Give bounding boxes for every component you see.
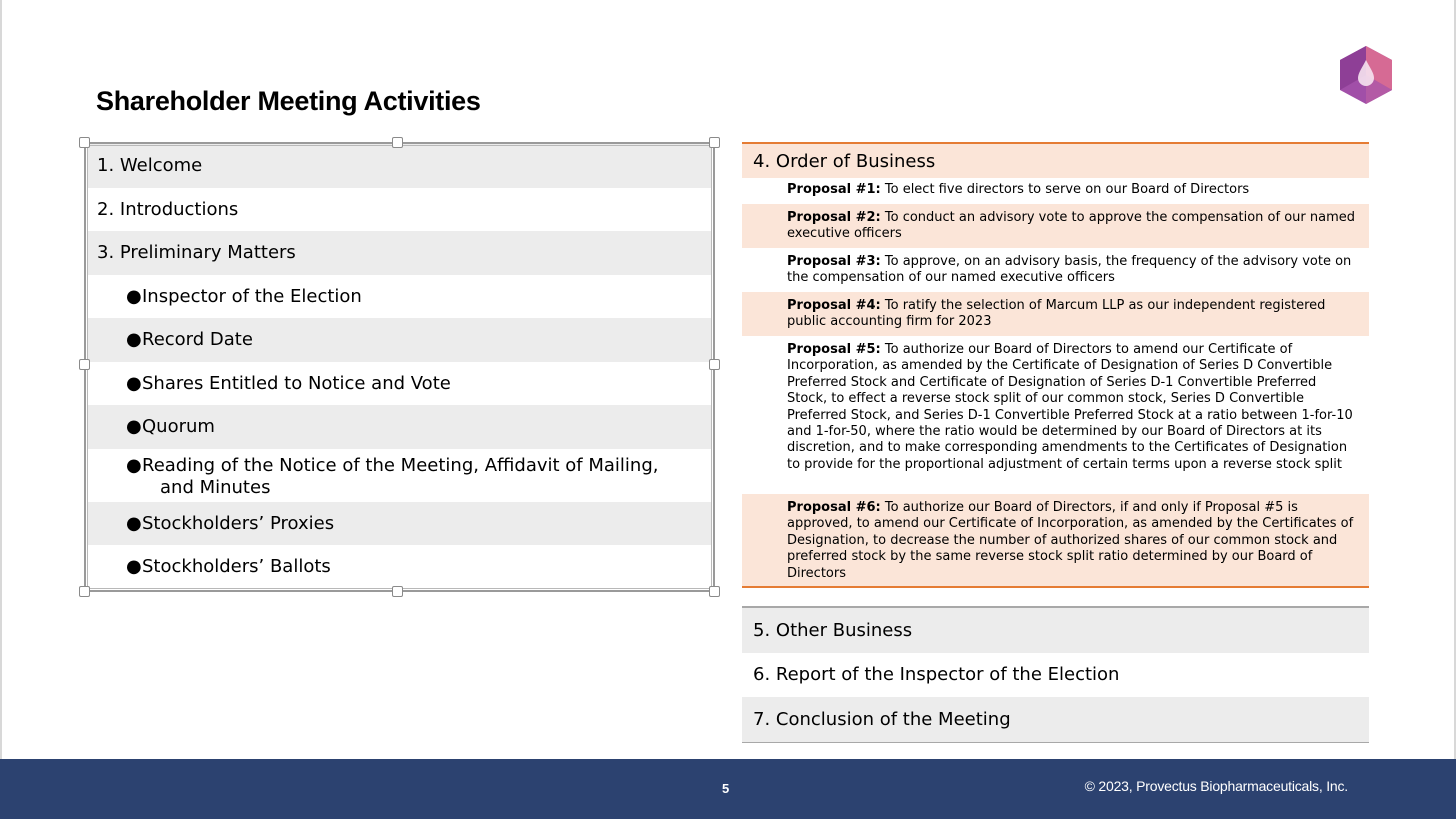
resize-handle-bottom-right[interactable] <box>709 586 720 597</box>
agenda-item-label: 3. Preliminary Matters <box>97 242 296 264</box>
sub-item-ballots <box>88 545 712 589</box>
agenda-item-conclusion: 7. Conclusion of the Meeting <box>742 697 1369 742</box>
sub-item-label: Stockholders’ Proxies <box>142 512 335 534</box>
slide-left-edge <box>0 0 2 819</box>
agenda-item-report-inspector: 6. Report of the Inspector of the Election <box>753 664 1120 686</box>
hexagon-droplet-icon <box>1338 44 1394 106</box>
proposal-6 <box>742 494 1369 586</box>
sub-item-quorum <box>88 405 712 449</box>
resize-handle-top[interactable] <box>392 137 403 148</box>
resize-handle-top-left[interactable] <box>79 137 90 148</box>
sub-item-label: Inspector of the Election <box>142 285 362 307</box>
resize-handle-bottom-left[interactable] <box>79 586 90 597</box>
agenda-item-other-business: 5. Other Business <box>742 608 1369 653</box>
proposal-text: To ratify the selection of Marcum LLP as our independent registered public accounting firm for 2023 <box>787 298 1326 330</box>
footer-bar <box>0 759 1456 819</box>
order-of-business-heading: 4. Order of Business <box>742 144 1369 178</box>
resize-handle-bottom[interactable] <box>392 586 403 597</box>
sub-item-label-line-1: Reading of the Notice of the Meeting, Affidavit of Mailing, <box>142 454 659 476</box>
proposal-title: Proposal #6: <box>787 500 881 515</box>
bullet-icon: ● <box>126 285 142 307</box>
proposal-text: To conduct an advisory vote to approve the compensation of our named executive officers <box>787 210 1355 242</box>
proposal-text: To approve, on an advisory basis, the frequency of the advisory vote on the compensation of our named executive officers <box>787 254 1352 286</box>
agenda-item-welcome <box>88 144 712 188</box>
proposal-title: Proposal #2: <box>787 210 881 225</box>
proposal-title: Proposal #5: <box>787 342 881 357</box>
bullet-icon: ● <box>126 329 142 351</box>
proposal-2 <box>742 204 1369 248</box>
proposal-3 <box>742 248 1369 292</box>
proposal-1 <box>742 178 1369 204</box>
proposal-title: Proposal #4: <box>787 298 881 313</box>
page-number: 5 <box>722 781 730 796</box>
bullet-icon: ● <box>126 556 142 578</box>
proposal-title: Proposal #3: <box>787 254 881 269</box>
bullet-icon: ● <box>126 416 142 438</box>
sub-item-label: Shares Entitled to Notice and Vote <box>142 372 451 394</box>
proposal-4 <box>742 292 1369 336</box>
resize-handle-right[interactable] <box>709 359 720 370</box>
proposal-title: Proposal #1: <box>787 182 881 197</box>
bullet-icon: ● <box>126 454 142 476</box>
sub-item-label <box>142 455 659 499</box>
resize-handle-top-right[interactable] <box>709 137 720 148</box>
sub-item-label: Stockholders’ Ballots <box>142 556 331 578</box>
proposal-5 <box>742 336 1369 494</box>
sub-item-reading-notice <box>88 449 712 502</box>
agenda-item-preliminary-matters <box>88 231 712 275</box>
sub-item-label: Record Date <box>142 329 253 351</box>
agenda-item-introductions <box>88 188 712 232</box>
agenda-left-table[interactable] <box>88 144 712 589</box>
sub-item-label: Quorum <box>142 416 215 438</box>
closing-agenda-table[interactable] <box>742 606 1369 743</box>
agenda-item-label: 1. Welcome <box>97 155 203 177</box>
copyright-notice: © 2023, Provectus Biopharmaceuticals, Inc. <box>1084 778 1348 794</box>
agenda-item-label: 2. Introductions <box>97 198 239 220</box>
proposal-text: To authorize our Board of Directors, if and only if Proposal #5 is approved, to amend our Certificate of Incorporation, as amended by the Certificates of Designation, to decrease the number of authorized shares of our common stock and preferred stock by the same reverse stock split ratio determined by our Board of Directors <box>787 500 1354 581</box>
slide-title: Shareholder Meeting Activities <box>96 86 481 116</box>
proposal-text: To elect five directors to serve on our Board of Directors <box>880 182 1250 197</box>
bullet-icon: ● <box>126 372 142 394</box>
proposal-text: To authorize our Board of Directors to amend our Certificate of Incorporation, as amended by the Certificate of Designation of Series D Convertible Preferred Stock and Certificate of Designation of Series D-1 Convertible Preferred Stock, to effect a reverse stock split of our common stock, Series D Convertible Preferred Stock, and Series D-1 Convertible Preferred Stock at a ratio between 1-for-10 and 1-for-50, where the ratio would be determined by our Board of Directors at its discretion, and to make corresponding amendments to the Certificates of Designation to provide for the proportional adjustment of certain terms upon a reverse stock split <box>787 342 1353 472</box>
sub-item-label-line-2: and Minutes <box>160 476 271 498</box>
sub-item-record-date <box>88 318 712 362</box>
sub-item-inspector <box>88 275 712 319</box>
sub-item-shares-entitled <box>88 362 712 406</box>
order-of-business-table[interactable] <box>742 142 1369 588</box>
sub-item-proxies <box>88 502 712 546</box>
resize-handle-left[interactable] <box>79 359 90 370</box>
bullet-icon: ● <box>126 512 142 534</box>
